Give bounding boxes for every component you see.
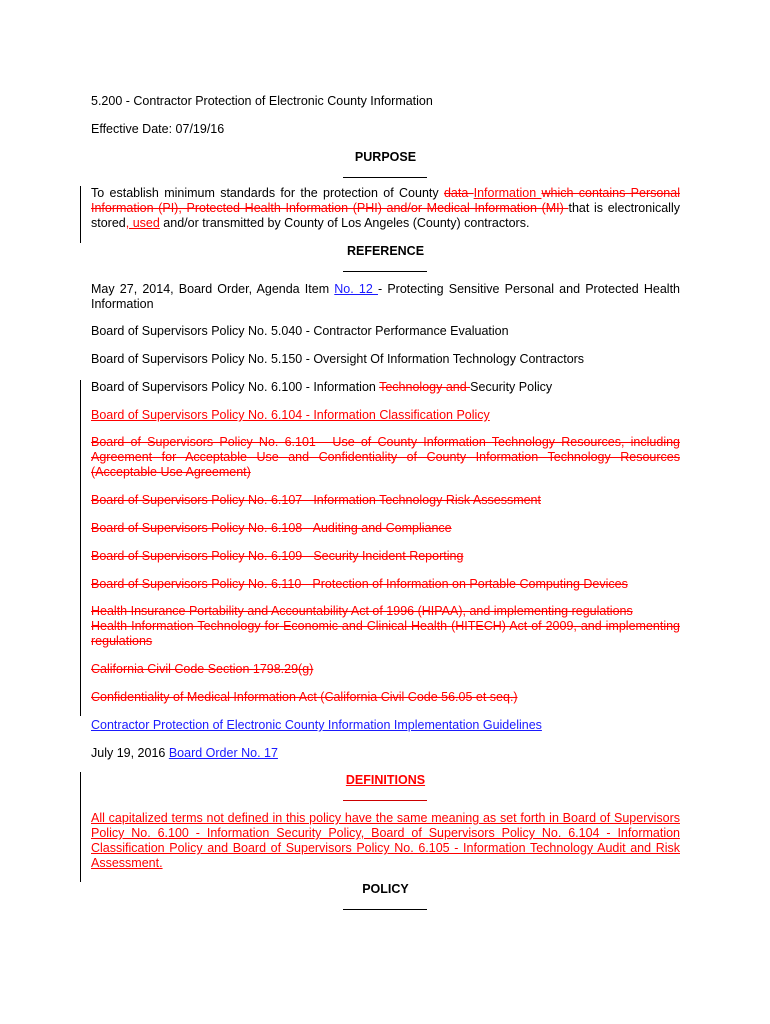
agenda-item-link[interactable]: No. 12 [334,282,378,296]
change-bar [80,380,81,716]
heading-rule [343,177,427,178]
policy-title: 5.200 - Contractor Protection of Electronic County Information [91,94,433,108]
reference-item: July 19, 2016 Board Order No. 17 [91,746,278,760]
deleted-text: which contains Personal Information (PI), Protected Health Information (PHI) and/or Medical Information (MI) [91,186,680,215]
heading-rule [343,800,427,801]
implementation-guidelines-link[interactable]: Contractor Protection of Electronic County Information Implementation Guidelines [91,718,542,732]
heading-rule [343,271,427,272]
purpose-paragraph: To establish minimum standards for the protection of County data Information which contains Personal Information (PI), Protected Health Information (PHI) and/or Medical Information (MI) that is electronically stored, used and/or transmitted by County of Los Angeles (County) contractors. [91,186,680,230]
reference-item: May 27, 2014, Board Order, Agenda Item No. 12 - Protecting Sensitive Personal and Protected Health Information [91,282,680,311]
reference-item-deleted: Health Insurance Portability and Accountability Act of 1996 (HIPAA), and implementing regulations Health Information Technology for Economic and Clinical Health (HITECH) Act of 2009, and implementing regulations [91,604,680,648]
purpose-heading: PURPOSE [354,150,417,164]
board-order-link[interactable]: Board Order No. 17 [168,746,278,760]
effective-date: Effective Date: 07/19/16 [91,122,225,136]
reference-item: Board of Supervisors Policy No. 5.150 - Oversight Of Information Technology Contractors [91,352,585,366]
reference-item-deleted: Board of Supervisors Policy No. 6.108 - Auditing and Compliance [91,521,452,535]
definitions-heading: DEFINITIONS [345,773,426,787]
deleted-text: Technology and [379,380,471,394]
change-bar [80,772,81,882]
reference-item-deleted: Board of Supervisors Policy No. 6.109 - Security Incident Reporting [91,549,464,563]
reference-heading: REFERENCE [346,244,425,258]
heading-rule [343,909,427,910]
reference-item-deleted: California Civil Code Section 1798.29(g) [91,662,314,676]
reference-item: Board of Supervisors Policy No. 6.100 - Information Technology and Security Policy [91,380,553,394]
reference-item-inserted: Board of Supervisors Policy No. 6.104 - Information Classification Policy [91,408,490,422]
reference-item [91,718,680,733]
inserted-text: , used [125,216,160,230]
reference-item-deleted: Board of Supervisors Policy No. 6.107 - Information Technology Risk Assessment [91,493,541,507]
policy-heading: POLICY [362,882,409,896]
reference-item-deleted: Board of Supervisors Policy No. 6.101 - Use of County Information Technology Resources, including Agreement for Acceptable Use and Confidentiality of County Information Technology Resources (Acceptable Use Agreement) [91,435,680,479]
reference-item-deleted: Confidentiality of Medical Information Act (California Civil Code 56.05 et seq.) [91,690,518,704]
definitions-paragraph: All capitalized terms not defined in this policy have the same meaning as set forth in Board of Supervisors Policy No. 6.100 - Information Security Policy, Board of Supervisors Policy No. 6.104 - Information Classification Policy and Board of Supervisors Policy No. 6.105 - Information Technology Audit and Risk Assessment. [91,811,680,870]
reference-item: Board of Supervisors Policy No. 5.040 - Contractor Performance Evaluation [91,324,509,338]
reference-item-deleted: Board of Supervisors Policy No. 6.110 - Protection of Information on Portable Computing Devices [91,577,628,591]
deleted-text: data [443,186,474,200]
inserted-text: Information [473,186,542,200]
change-bar [80,186,81,243]
